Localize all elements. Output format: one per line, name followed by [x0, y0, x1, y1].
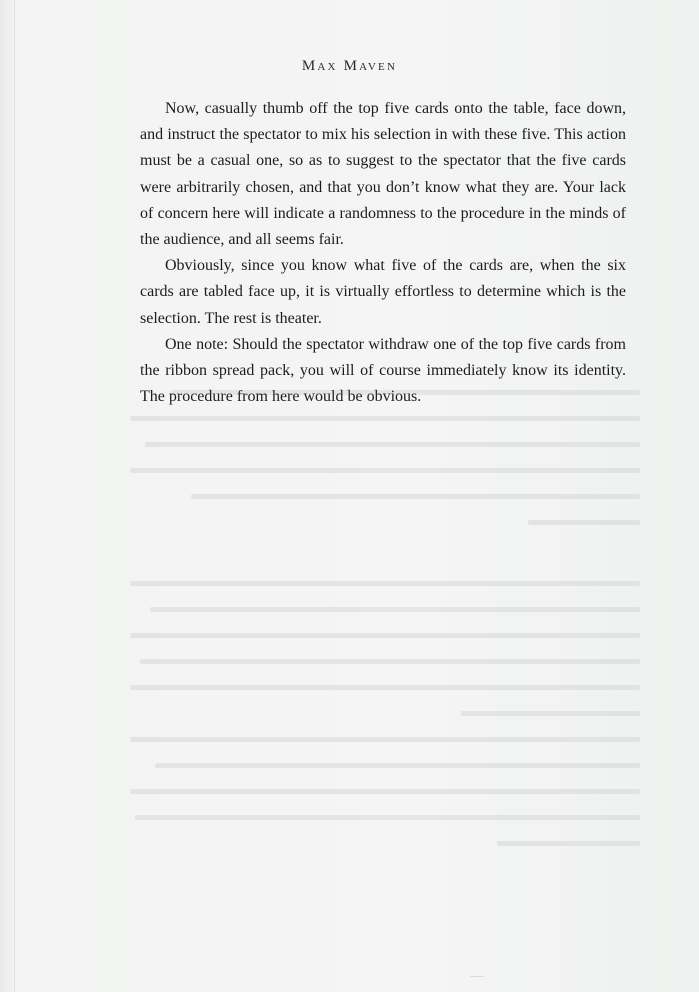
show-through-text — [130, 390, 640, 890]
body-text — [140, 96, 626, 410]
paragraph: One note: Should the spectator withdraw one of the top five cards from the ribbon spread pack, you will of course immediately know its identity. The procedure from here would be obvious. — [140, 335, 626, 406]
running-head: Max Maven — [301, 58, 398, 74]
paragraph: Obviously, since you know what five of the cards are, when the six cards are tabled face up, it is virtually effortless to determine which is the selection. The rest is theater. — [140, 257, 626, 327]
page-mark — [470, 966, 484, 977]
gutter-shadow — [14, 0, 15, 992]
paragraph: Now, casually thumb off the top five cards onto the table, face down, and instruct the spectator to mix his selection in with these five. This action must be a casual one, so as to suggest to the spectator that the five cards were arbitrarily chosen, and that you don’t know what they are. Your lack of concern here will indicate a randomness to the procedure in the minds of the audience, and all seems fair. — [140, 100, 626, 249]
